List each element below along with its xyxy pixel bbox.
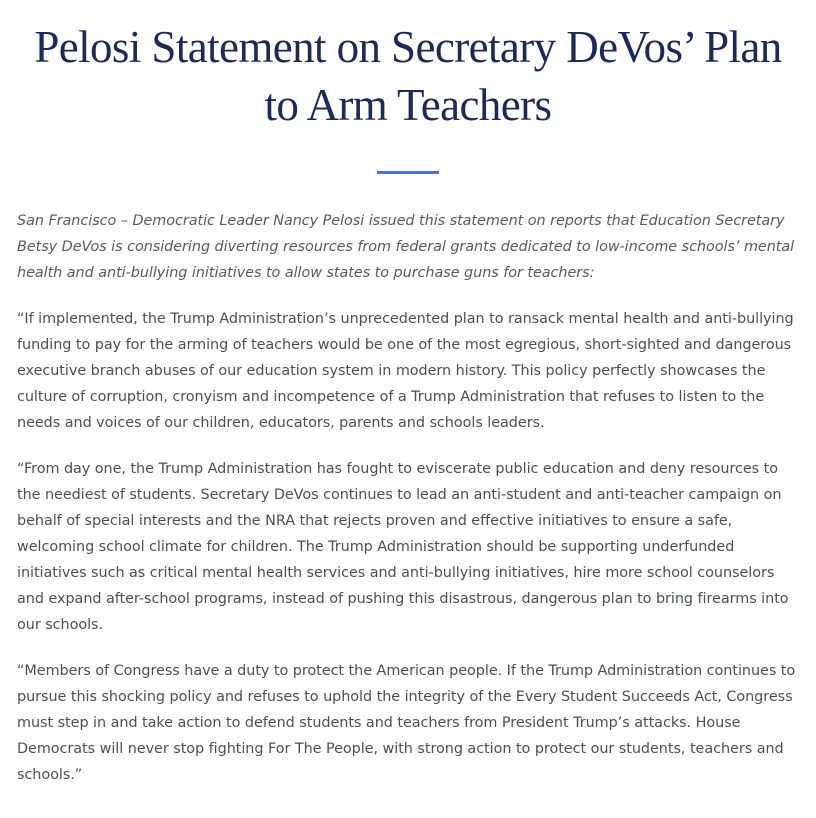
page-title: Pelosi Statement on Secretary DeVos’ Plan to Arm Teachers (34, 22, 782, 130)
statement-paragraph-2: “From day one, the Trump Administration has fought to eviscerate public education and deny resources to the neediest of students. Secretary DeVos continues to lead an anti-student and anti-teacher campaign on behalf of special interests and the NRA that rejects proven and effective initiatives to ensure a safe, welcoming school climate for children. The Trump Administration should be supporting underfunded initiatives such as critical mental health services and anti-bullying initiatives, hire more school counselors and expand after-school programs, instead of pushing this disastrous, dangerous plan to bring firearms into our schools. (17, 461, 789, 633)
press-release (0, 18, 816, 818)
statement-paragraph-3: “Members of Congress have a duty to protect the American people. If the Trump Administration continues to pursue this shocking policy and refuses to uphold the integrity of the Every Student Succeeds Act, Congress must step in and take action to defend students and teachers from President Trump’s attacks. House Democrats will never stop fighting For The People, with strong action to protect our students, teachers and schools.” (17, 663, 796, 783)
statement-paragraph-1: “If implemented, the Trump Administration’s unprecedented plan to ransack mental health and anti-bullying funding to pay for the arming of teachers would be one of the most egregious, short-sighted and dangerous executive branch abuses of our education system in modern history. This policy perfectly showcases the culture of corruption, cronyism and incompetence of a Trump Administration that refuses to listen to the needs and voices of our children, educators, parents and schools leaders. (17, 311, 794, 431)
intro-paragraph: San Francisco – Democratic Leader Nancy Pelosi issued this statement on reports that Education Secretary Betsy DeVos is considering diverting resources from federal grants dedicated to low-income schools’ mental health and anti-bullying initiatives to allow states to purchase guns for teachers: (17, 213, 795, 281)
title-divider (377, 171, 439, 174)
